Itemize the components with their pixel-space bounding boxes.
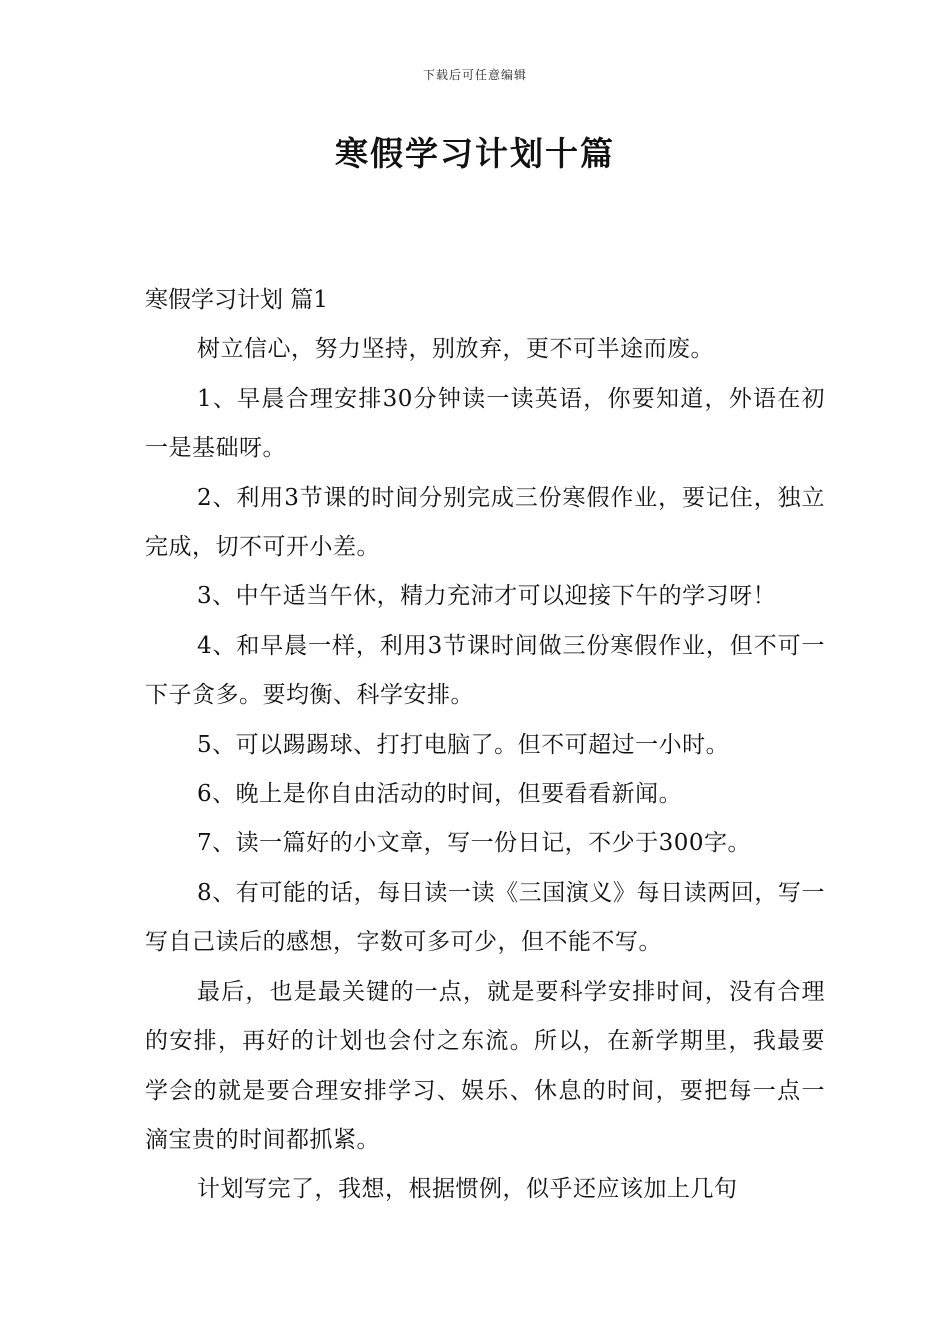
paragraph-motto: 树立信心，努力坚持，别放弃，更不可半途而废。 [197,336,714,363]
paragraph-conclusion: 最后，也是最关键的一点，就是要科学安排时间，没有合理的安排，再好的计划也会付之东流。所以，在新学期里，我最要学会的就是要合理安排学习、娱乐、休息的时间，要把每一点一滴宝贵的时间都抓紧。 [145,978,825,1153]
paragraph-item-7: 7、读一篇好的小文章，写一份日记，不少于300字。 [197,830,752,857]
paragraph-item-6: 6、晚上是你自由活动的时间，但要看看新闻。 [197,781,683,808]
paragraph-item-3: 3、中午适当午休，精力充沛才可以迎接下午的学习呀！ [197,583,777,610]
section-heading: 寒假学习计划 篇1 [145,287,328,313]
paragraph-closing: 计划写完了，我想，根据惯例，似乎还应该加上几句 [197,1176,738,1203]
paragraph-item-8: 8、有可能的话，每日读一读《三国演义》每日读两回，写一写自己读后的感想，字数可多可少，但不能不写。 [145,879,825,956]
paragraph-item-5: 5、可以踢踢球、打打电脑了。但不可超过一小时。 [197,731,730,758]
paragraph-item-2: 2、利用3节课的时间分别完成三份寒假作业，要记住，独立完成，切不可开小差。 [145,484,825,561]
paragraph-item-4: 4、和早晨一样，利用3节课时间做三份寒假作业，但不可一下子贪多。要均衡、科学安排。 [145,632,825,709]
header-note: 下载后可任意编辑 [422,68,527,82]
document-title: 寒假学习计划十篇 [335,134,615,173]
document-body [145,276,825,1215]
paragraph-item-1: 1、早晨合理安排30分钟读一读英语，你要知道，外语在初一是基础呀。 [145,385,825,462]
